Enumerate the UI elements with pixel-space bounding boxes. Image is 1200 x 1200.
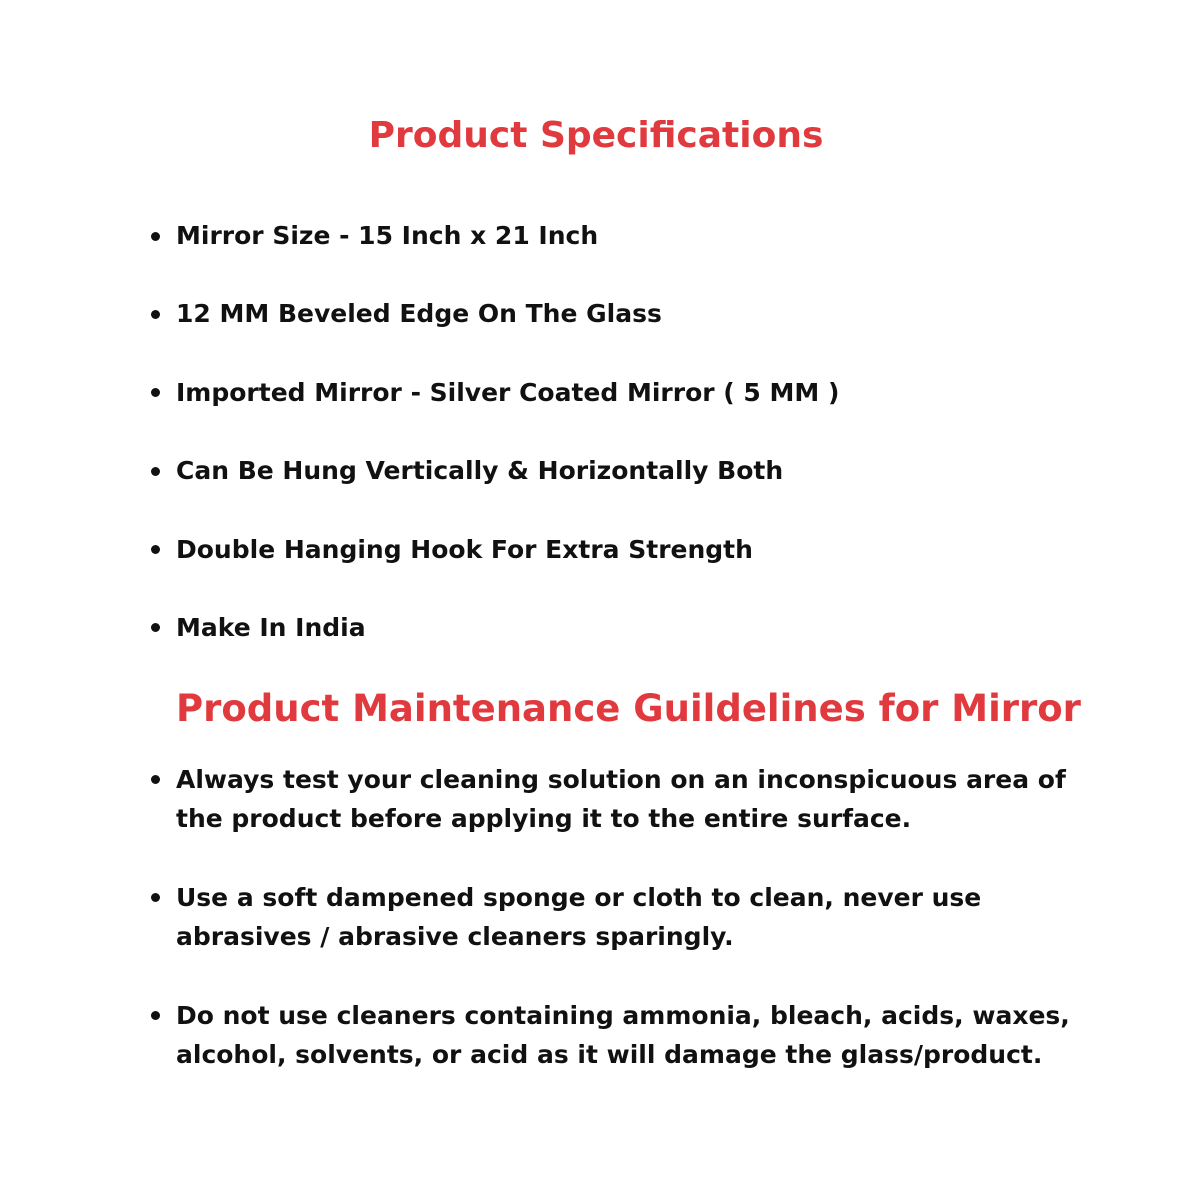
- bullet-icon: [151, 467, 160, 476]
- maintenance-title: Product Maintenance Guildelines for Mirror: [176, 687, 1081, 730]
- list-item: [148, 451, 839, 490]
- list-item-text: Do not use cleaners containing ammonia, bleach, acids, waxes, alcohol, solvents, or acid as it will damage the glass/product.: [176, 1001, 1070, 1069]
- list-item: [148, 608, 839, 647]
- list-item: [148, 216, 839, 255]
- bullet-icon: [151, 1011, 160, 1020]
- list-item-text: 12 MM Beveled Edge On The Glass: [176, 299, 662, 329]
- list-item-text: Make In India: [176, 612, 366, 642]
- list-item: [148, 760, 1076, 838]
- list-item-text: Imported Mirror - Silver Coated Mirror ( 5 MM ): [176, 377, 840, 407]
- bullet-icon: [151, 775, 160, 784]
- bullet-icon: [151, 545, 160, 554]
- list-item-text: Use a soft dampened sponge or cloth to clean, never use abrasives / abrasive cleaners sparingly.: [176, 883, 982, 951]
- bullet-icon: [151, 893, 160, 902]
- bullet-icon: [151, 388, 160, 397]
- list-item: [148, 996, 1076, 1074]
- list-item-text: Mirror Size - 15 Inch x 21 Inch: [176, 221, 599, 250]
- specifications-title: Product Specifications: [368, 115, 824, 156]
- specifications-list: [148, 216, 839, 686]
- list-item-text: Double Hanging Hook For Extra Strength: [176, 534, 753, 564]
- list-item: [148, 530, 839, 569]
- list-item-text: Can Be Hung Vertically & Horizontally Both: [176, 456, 784, 486]
- bullet-icon: [151, 310, 160, 319]
- bullet-icon: [151, 623, 160, 632]
- maintenance-list: [148, 760, 1076, 1114]
- bullet-icon: [151, 232, 160, 241]
- list-item: [148, 373, 839, 412]
- list-item: [148, 294, 839, 333]
- list-item-text: Always test your cleaning solution on an inconspicuous area of the product before applying it to the entire surface.: [176, 765, 1066, 833]
- list-item: [148, 878, 1076, 956]
